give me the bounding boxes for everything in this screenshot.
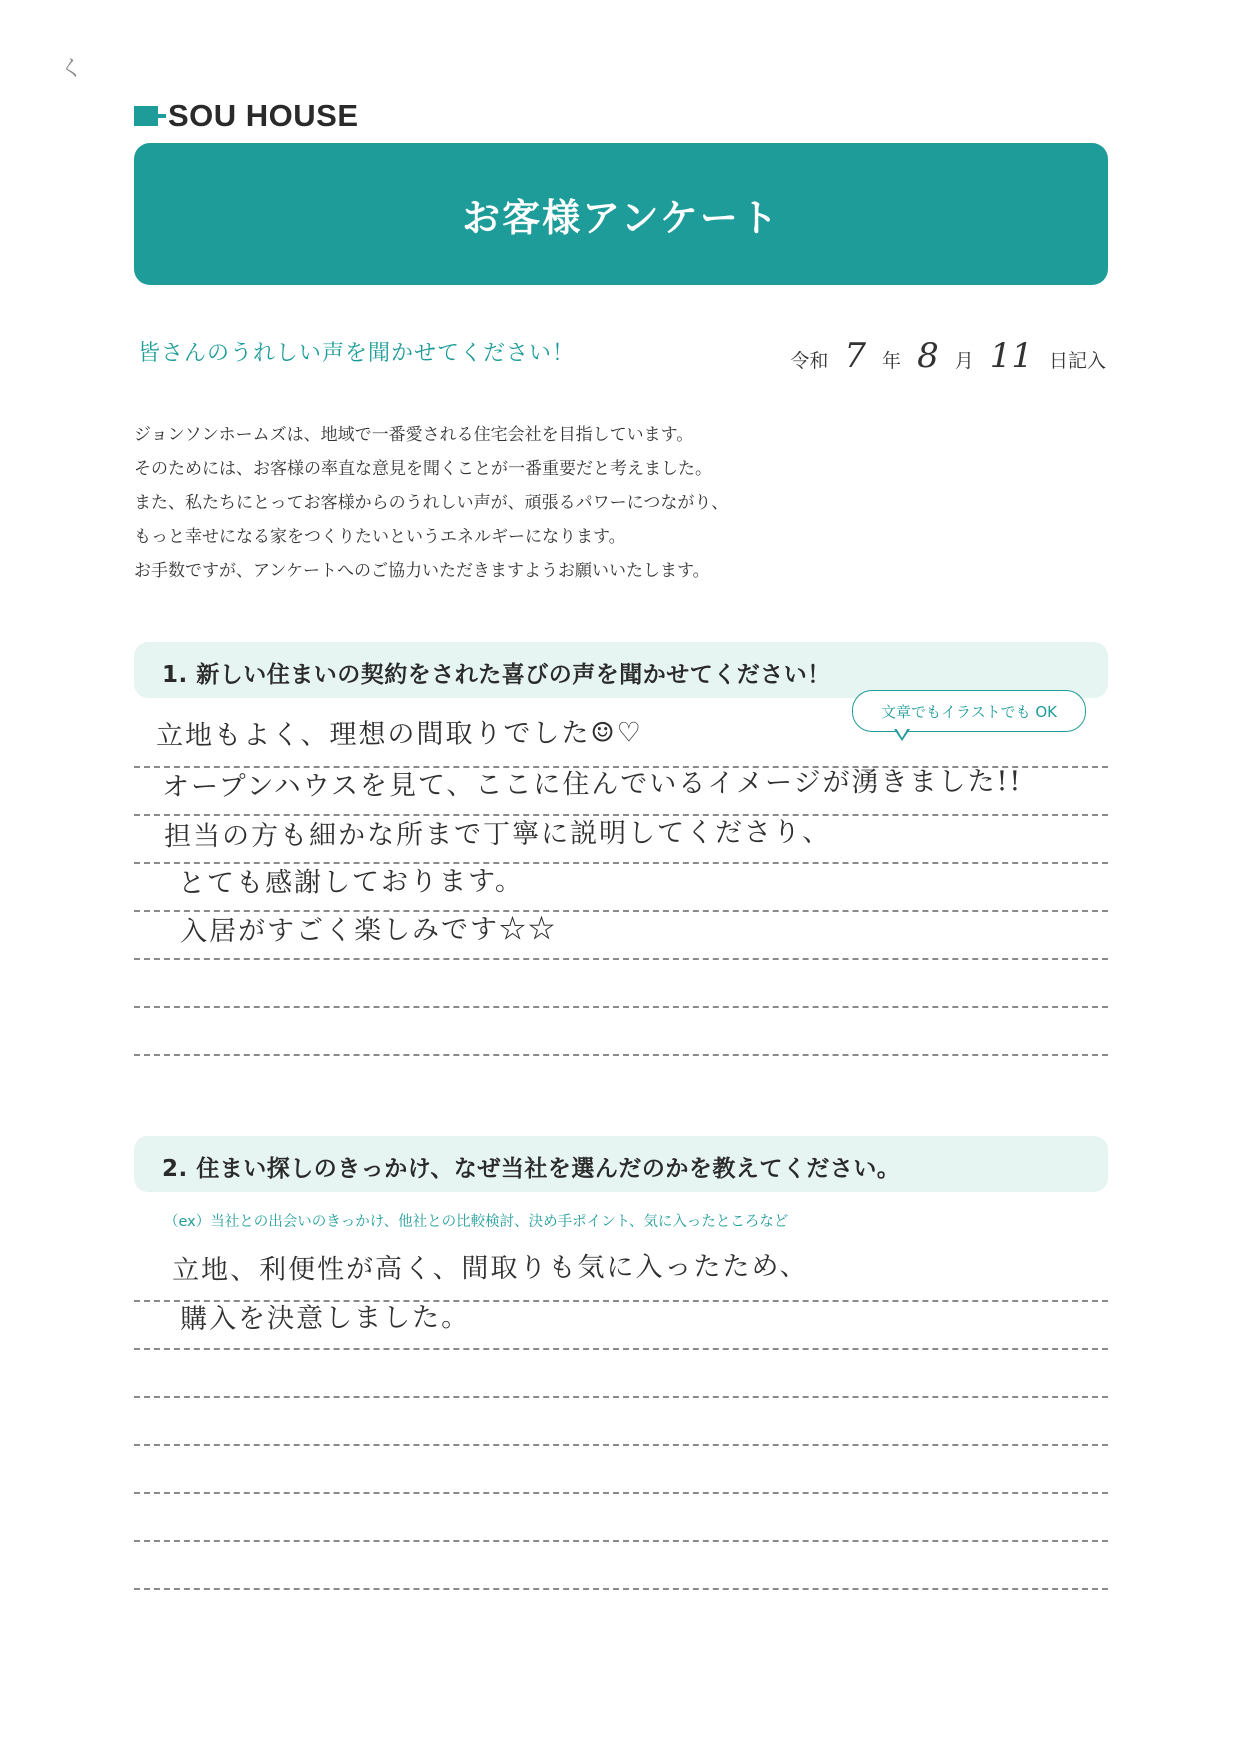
section2-title: 2. 住まい探しのきっかけ、なぜ当社を選んだのかを教えてください。 [162,1156,901,1182]
intro-line: また、私たちにとってお客様からのうれしい声が、頑張るパワーにつながり、 [134,493,729,513]
section2-answer-line: 立地、利便性が高く、間取りも気に入ったため、 [171,1250,809,1287]
date-entry [788,336,1108,376]
section1-answer-line: 立地もよく、理想の間取りでした☺♡ [155,717,643,752]
answer-rule [134,766,1108,768]
answer-rule [134,1300,1108,1302]
section2-answer-line: 購入を決意しました。 [179,1301,471,1336]
title-banner [134,143,1108,285]
answer-rule [134,814,1108,816]
speech-bubble-tail [894,729,910,741]
date-year-label: 年 [882,350,902,372]
brand-name: SOU HOUSE [168,98,359,133]
intro-text [134,418,1034,588]
answer-rule [134,1054,1108,1056]
intro-line: お手数ですが、アンケートへのご協力いただきますようお願いいたします。 [134,561,710,581]
intro-line: ジョンソンホームズは、地域で一番愛される住宅会社を目指しています。 [134,425,694,445]
answer-rule [134,1348,1108,1350]
corner-mark: く [58,55,85,84]
answer-rule [134,1588,1108,1590]
date-month-label: 月 [954,350,974,372]
section1-answer-line: 入居がすごく楽しみです☆☆ [179,913,558,948]
answer-rule [134,958,1108,960]
intro-line: そのためには、お客様の率直な意見を聞くことが一番重要だと考えました。 [134,459,712,479]
subtitle: 皆さんのうれしい声を聞かせてください！ [138,341,576,366]
intro-line: もっと幸せになる家をつくりたいというエネルギーになります。 [134,527,626,547]
section1-answer-line: とても感謝しております。 [177,865,524,900]
section1-title: 1. 新しい住まいの契約をされた喜びの声を聞かせてください！ [162,662,831,688]
brand-logo [134,98,359,134]
answer-rule [134,1396,1108,1398]
answer-rule [134,1006,1108,1008]
section2-example: （ex）当社との出会いのきっかけ、他社との比較検討、決め手ポイント、気に入ったところなど [164,1214,789,1230]
answer-rule [134,1540,1108,1542]
answer-rule [134,1444,1108,1446]
section1-answer-line: 担当の方も細かな所まで丁寧に説明してくださり、 [163,816,832,853]
date-year-value: 7 [844,336,867,376]
page-title: お客様アンケート [462,195,780,240]
speech-bubble: 文章でもイラストでも OK [852,690,1086,732]
date-era: 令和 [790,350,829,372]
brand-mark-icon [134,106,158,126]
answer-rule [134,910,1108,912]
section1-answer-line: オープンハウスを見て、ここに住んでいるイメージが湧きました!! [161,765,1023,804]
date-month-value: 8 [917,336,939,376]
date-day-value: 11 [989,336,1033,376]
answer-rule [134,862,1108,864]
date-day-label: 日記入 [1048,350,1106,372]
answer-rule [134,1492,1108,1494]
